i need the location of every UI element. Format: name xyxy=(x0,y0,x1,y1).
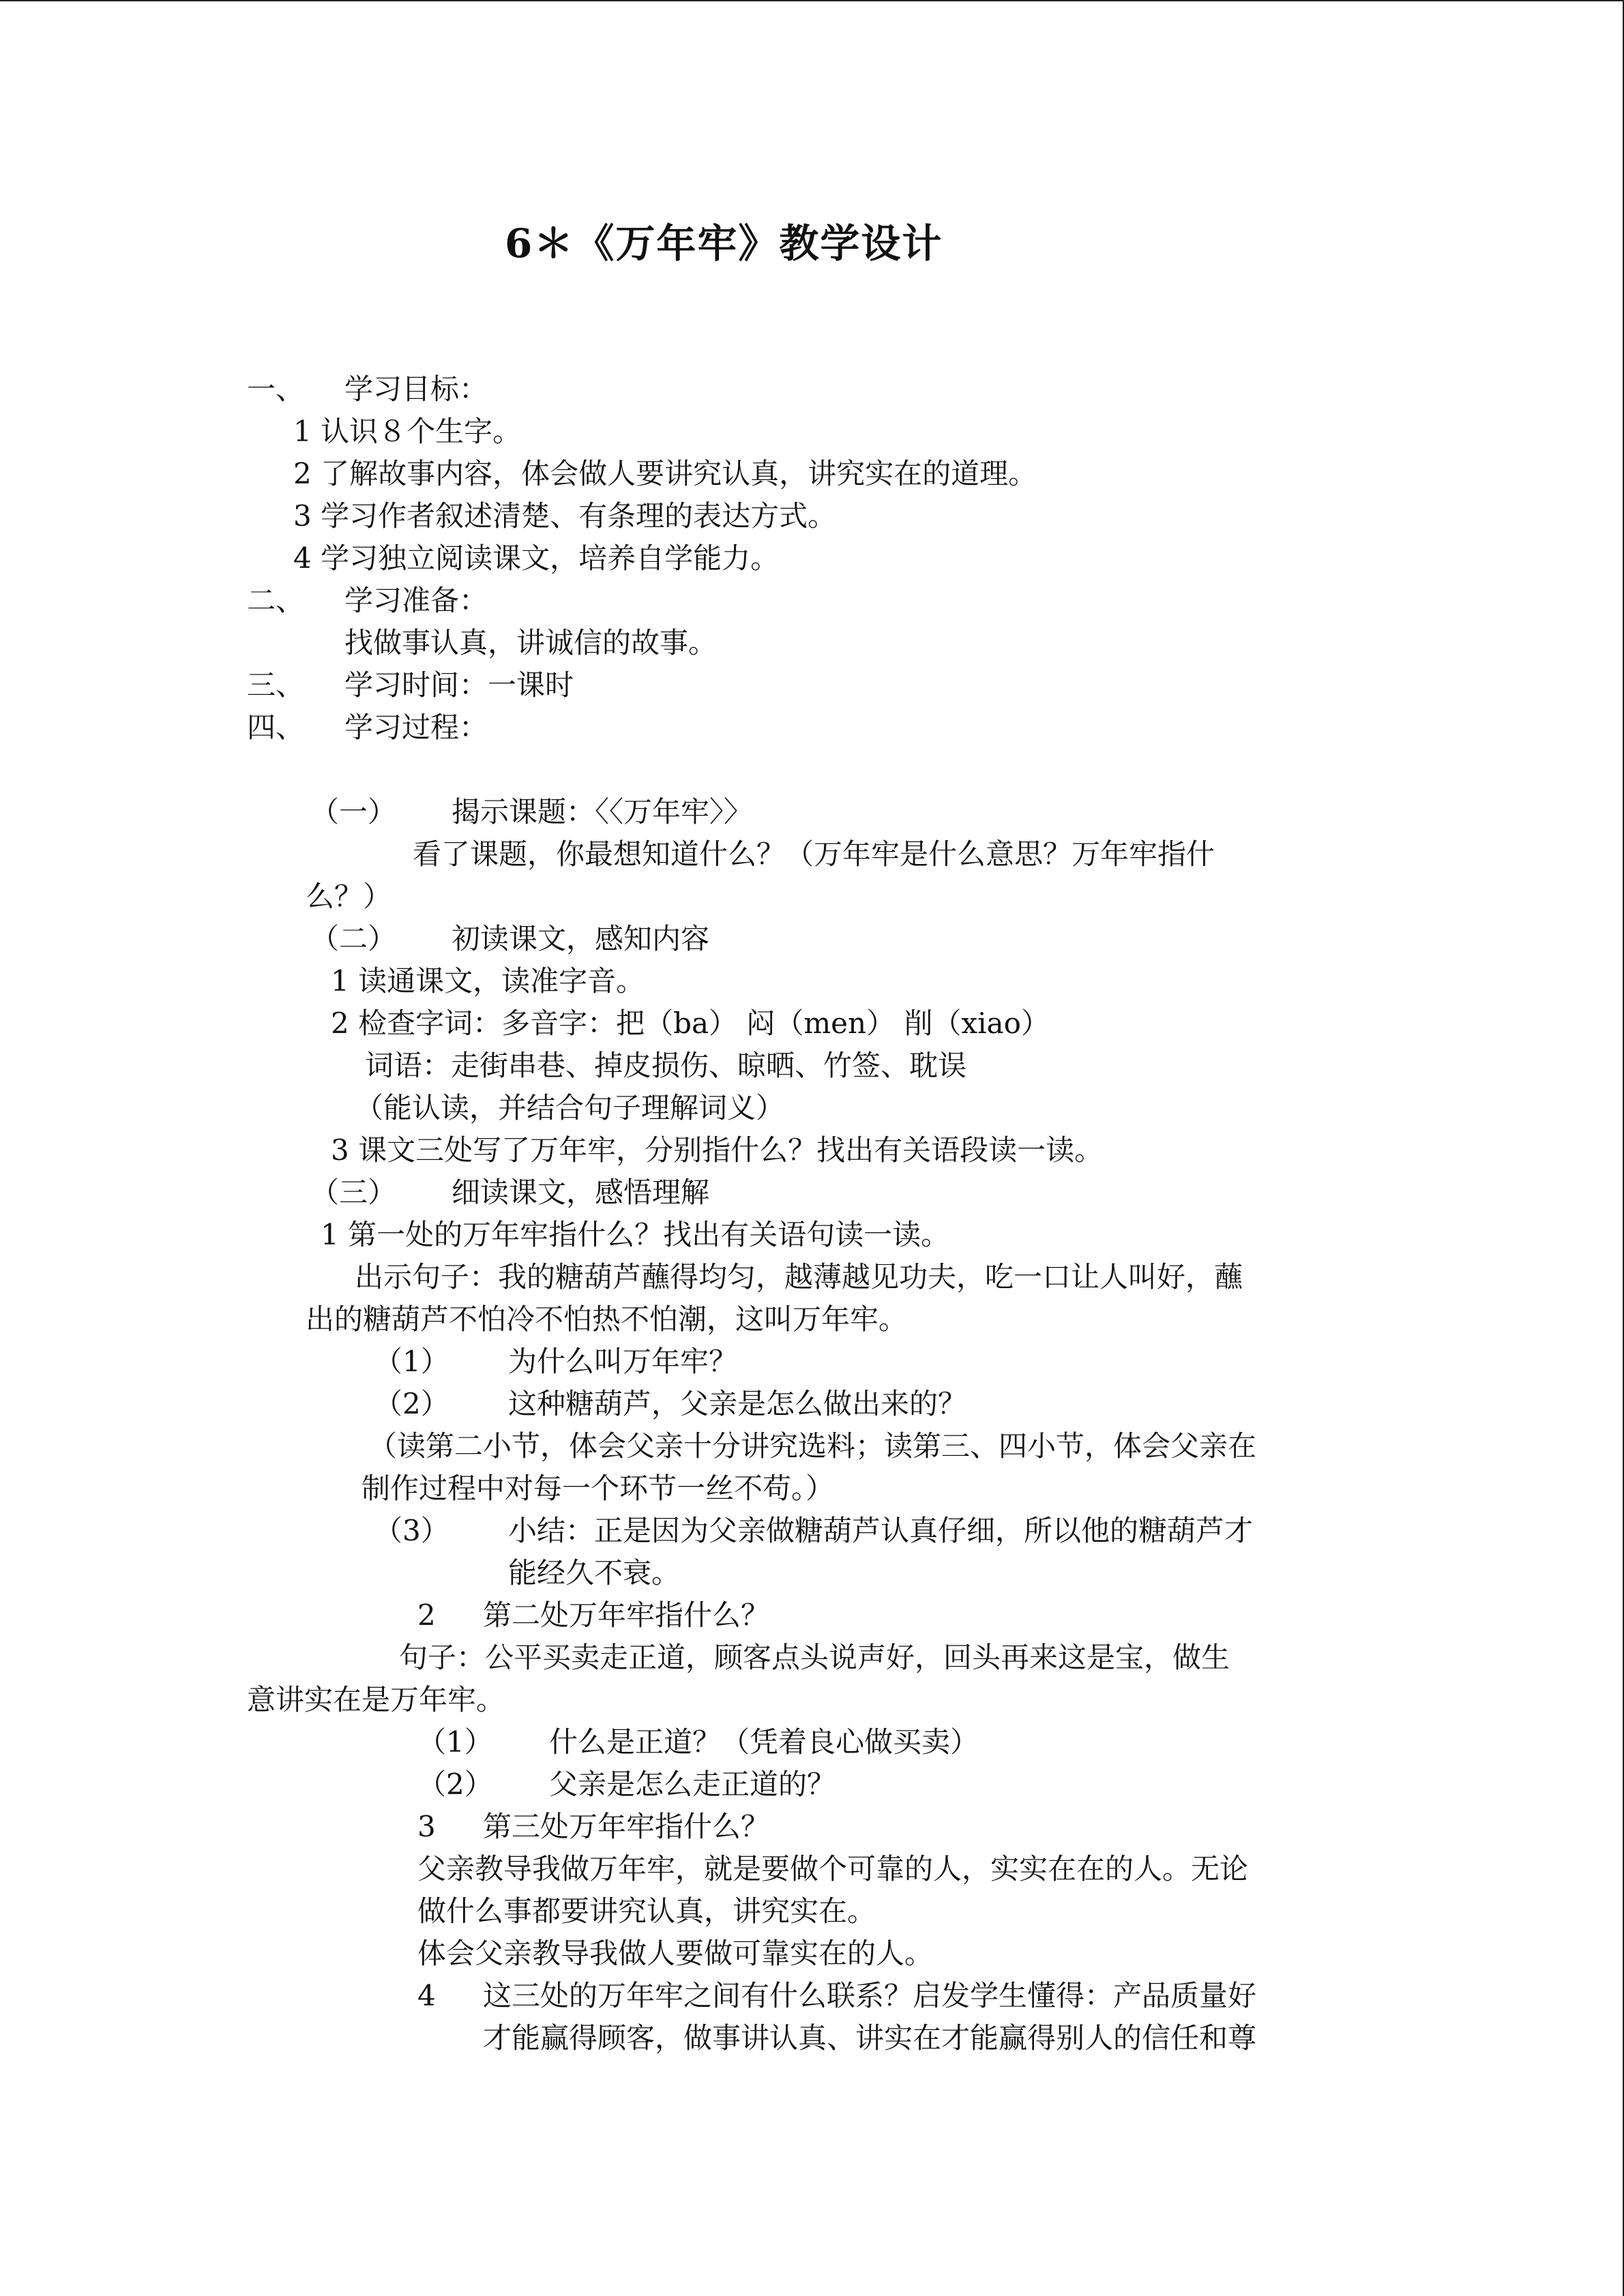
part-3-item-3-text-cont: 做什么事都要讲究认真，讲究实在。 xyxy=(417,1894,876,1928)
part-3-sentence: 出示句子：我的糖葫芦蘸得均匀，越薄越见功夫，吃一口让人叫好，蘸 xyxy=(355,1260,1243,1294)
question-2-note: （读第二小节，体会父亲十分讲究选料；读第三、四小节，体会父亲在 xyxy=(368,1429,1257,1463)
part-2-item-3: 3 课文三处写了万年牢，分别指什么？找出有关语段读一读。 xyxy=(331,1133,1104,1167)
sub-question-2: 父亲是怎么走正道的？ xyxy=(549,1768,836,1801)
part-3-item-3-number: 3 xyxy=(417,1810,436,1843)
goal-4: 4 学习独立阅读课文，培养自学能力。 xyxy=(293,541,780,575)
section-2-heading: 学习准备： xyxy=(344,584,488,617)
part-3-item-4-cont: 才能赢得顾客，做事讲认真、讲实在才能赢得别人的信任和尊 xyxy=(483,2021,1257,2055)
question-1-number: （1） xyxy=(374,1345,449,1378)
part-3-item-4: 这三处的万年牢之间有什么联系？启发学生懂得：产品质量好 xyxy=(483,1979,1257,2012)
section-2-number: 二、 xyxy=(247,584,305,617)
part-2-number: （二） xyxy=(310,922,397,955)
document-title: 6＊《万年牢》教学设计 xyxy=(505,220,943,267)
part-3-number: （三） xyxy=(310,1176,397,1209)
sub-question-1: 什么是正道？（凭着良心做买卖） xyxy=(549,1725,979,1759)
goal-1: 1 认识８个生字。 xyxy=(293,415,522,448)
section-3-number: 三、 xyxy=(247,668,305,702)
section-1-heading: 学习目标： xyxy=(344,372,488,406)
question-3: 小结：正是因为父亲做糖葫芦认真仔细，所以他的糖葫芦才 xyxy=(508,1514,1254,1547)
part-1-number: （一） xyxy=(310,795,397,829)
part-3-item-2-sentence: 句子：公平买卖走正道，顾客点头说声好，回头再来这是宝，做生 xyxy=(399,1641,1230,1674)
part-3-item-3-summary: 体会父亲教导我做人要做可靠实在的人。 xyxy=(417,1937,934,1970)
part-1-heading: 揭示课题：〈〈万年牢〉〉 xyxy=(452,795,753,829)
goal-3: 3 学习作者叙述清楚、有条理的表达方式。 xyxy=(293,499,837,533)
sub-question-1-number: （1） xyxy=(417,1725,493,1759)
part-3-item-1: 1 第一处的万年牢指什么？找出有关语句读一读。 xyxy=(321,1218,950,1251)
part-2-vocab-note: （能认读，并结合句子理解词义） xyxy=(355,1091,785,1124)
question-3-number: （3） xyxy=(374,1514,449,1547)
sub-question-2-number: （2） xyxy=(417,1768,493,1801)
part-2-vocab: 词语：走街串巷、掉皮损伤、晾晒、竹签、耽误 xyxy=(365,1049,967,1082)
part-2-heading: 初读课文，感知内容 xyxy=(452,922,710,955)
section-4-number: 四、 xyxy=(247,711,305,744)
section-3-heading: 学习时间：一课时 xyxy=(344,668,574,702)
part-1-text-cont: 么？） xyxy=(306,880,392,913)
question-2-number: （2） xyxy=(374,1387,449,1420)
part-2-item-1: 1 读通课文，读准字音。 xyxy=(331,964,645,998)
part-1-text: 看了课题，你最想知道什么？（万年牢是什么意思？万年牢指什 xyxy=(413,837,1215,871)
part-3-sentence-cont: 出的糖葫芦不怕冷不怕热不怕潮，这叫万年牢。 xyxy=(306,1302,908,1336)
question-2-note-cont: 制作过程中对每一个环节一丝不苟。） xyxy=(361,1472,835,1505)
part-3-item-3: 第三处万年牢指什么？ xyxy=(483,1810,770,1843)
part-3-item-2: 第二处万年牢指什么？ xyxy=(483,1598,770,1632)
question-2: 这种糖葫芦，父亲是怎么做出来的？ xyxy=(508,1387,967,1420)
part-3-item-2-number: 2 xyxy=(417,1598,436,1632)
question-1: 为什么叫万年牢？ xyxy=(508,1345,738,1378)
question-3-cont: 能经久不衰。 xyxy=(508,1556,681,1590)
preparation-text: 找做事认真，讲诚信的故事。 xyxy=(344,626,718,659)
part-3-item-3-text: 父亲教导我做万年牢，就是要做个可靠的人，实实在在的人。无论 xyxy=(417,1852,1249,1885)
part-3-item-4-number: 4 xyxy=(417,1979,436,2012)
part-3-item-2-sentence-cont: 意讲实在是万年牢。 xyxy=(247,1683,505,1716)
goal-2: 2 了解故事内容，体会做人要讲究认真，讲究实在的道理。 xyxy=(293,457,1037,490)
part-2-item-2: 2 检查字词：多音字：把（ba） 闷（men） 削（xiao） xyxy=(331,1007,1050,1040)
part-3-heading: 细读课文，感悟理解 xyxy=(452,1176,710,1209)
section-4-heading: 学习过程： xyxy=(344,711,488,744)
section-1-number: 一、 xyxy=(247,372,305,406)
